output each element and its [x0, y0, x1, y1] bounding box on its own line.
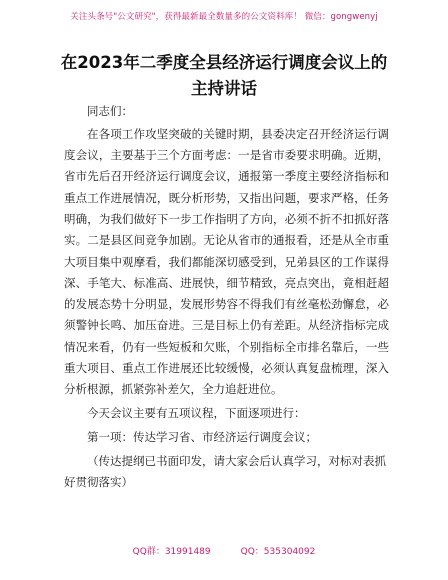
footer-qq-group: QQ群：31991489: [132, 547, 211, 557]
document-title: 在2023年二季度全县经济运行调度会议上的主持讲话: [60, 53, 388, 98]
paragraph-main: 在各项工作攻坚突破的关键时期，县委决定召开经济运行调度会议，主要基于三个方面考虑：一是省市委要求明确。近期，省市先后召开经济运行调度会议，通报第一季度主要经济指标和重点工作进展情况，既分析形势，又指出问题，要求严格，任务明确，为我们做好下一步工作指明了方向，必须不折不扣抓好落实。二是县区间竞争加剧。无论从省市的通报看，还是从全市重大项目集中观摩看，我们都能深切感受到，兄弟县区的工作谋得深、手笔大、标准高、进展快，细节精致，亮点突出，竟相赶超的发展态势十分明显，发展形势容不得我们有丝毫松劲懈怠，必须警钟长鸣、加压奋进。三是目标上仍有差距。从经济指标完成情况来看，仍有一些短板和欠账，个别指标全市排名靠后，一些重大项目、重点工作进展还比较缓慢，必须认真复盘梳理，深入分析根源，抓紧弥补差欠，全力追赶进位。: [64, 126, 389, 397]
header-promo-text: 关注头条号"公文研究"，获得最新最全数量多的公文资料库！ 微信：gongwenyj: [70, 12, 378, 22]
footer-contact: [0, 544, 448, 557]
paragraph-note: （传达提纲已书面印发，请大家会后认真学习，对标对表抓好贯彻落实）: [64, 453, 386, 490]
salutation: 同志们：: [87, 104, 133, 118]
paragraph-agenda: 今天会议主要有五项议程，下面逐项进行：: [87, 406, 306, 421]
footer-qq: QQ：535304092: [240, 547, 316, 557]
paragraph-item-1: 第一项：传达学习省、市经济运行调度会议；: [87, 429, 317, 444]
document-body: [64, 101, 389, 493]
